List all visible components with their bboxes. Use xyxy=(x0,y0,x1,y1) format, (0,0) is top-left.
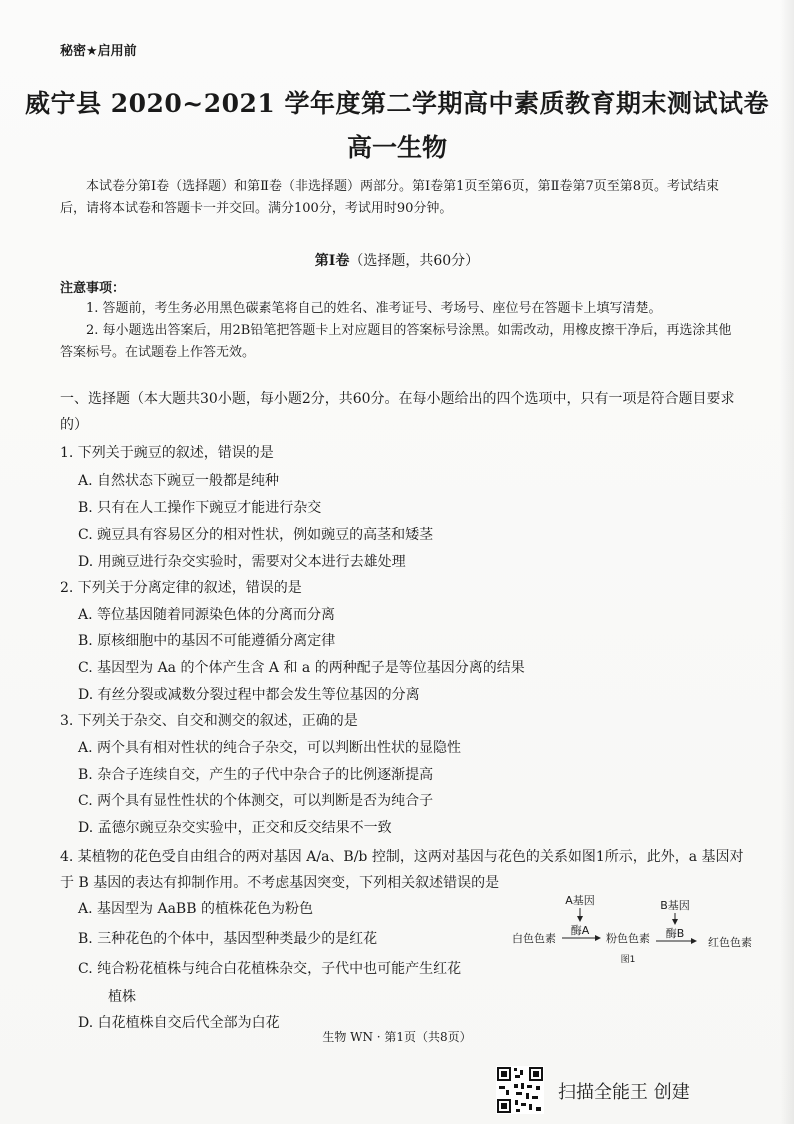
confidential-mark: 秘密★启用前 xyxy=(60,44,137,59)
question-option: A. 基因型为 AaBB 的植株花色为粉色 xyxy=(78,901,313,917)
note-item: 1. 答题前，考生务必用黑色碳素笔将自己的姓名、准考证号、考场号、座位号在答题卡上填写清楚。 xyxy=(86,301,662,316)
gene-a-label: A基因 xyxy=(565,894,595,907)
question-option: C. 纯合粉花植株与纯合白花植株杂交，子代中也可能产生红花 xyxy=(78,961,462,977)
question-option: B. 只有在人工操作下豌豆才能进行杂交 xyxy=(78,500,322,516)
question-stem: 3. 下列关于杂交、自交和测交的叙述，正确的是 xyxy=(60,713,358,729)
question-option: A. 自然状态下豌豆一般都是纯种 xyxy=(78,473,280,489)
question-option: C. 两个具有显性性状的个体测交，可以判断是否为纯合子 xyxy=(78,793,434,809)
exam-intro: 本试卷分第Ⅰ卷（选择题）和第Ⅱ卷（非选择题）两部分。第Ⅰ卷第1页至第6页，第Ⅱ卷第7页至第8页。考试结束后，请将本试卷和答题卡一并交回。满分100分，考试用时90分钟。 xyxy=(60,179,720,216)
question-option: C. 基因型为 Aa 的个体产生含 A 和 a 的两种配子是等位基因分离的结果 xyxy=(78,660,525,676)
question-option: B. 原核细胞中的基因不可能遵循分离定律 xyxy=(78,633,336,649)
note-item: 2. 每小题选出答案后，用2B铅笔把答题卡上对应题目的答案标号涂黑。如需改动，用橡皮擦干净后，再选涂其他答案标号。在试题卷上作答无效。 xyxy=(60,323,732,360)
section-detail: （选择题，共60分） xyxy=(349,253,480,269)
white-pigment-label: 白色色素 xyxy=(512,932,556,945)
qr-code-icon xyxy=(496,1066,544,1114)
question-option: D. 用豌豆进行杂交实验时，需要对父本进行去雄处理 xyxy=(78,554,406,570)
pigment-pathway-figure xyxy=(500,888,770,968)
question-option: B. 杂合子连续自交，产生的子代中杂合子的比例逐渐提高 xyxy=(78,767,434,783)
question-stem: 4. 某植物的花色受自由组合的两对基因 A/a、B/b 控制，这两对基因与花色的关系如图1所示，此外，a 基因对于 B 基因的表达有抑制作用。不考虑基因突变，下列相关叙述错误的是 xyxy=(60,849,744,891)
question-option: B. 三种花色的个体中，基因型种类最少的是红花 xyxy=(78,931,378,947)
question-stem: 1. 下列关于豌豆的叙述，错误的是 xyxy=(60,445,274,461)
question-option: C. 豌豆具有容易区分的相对性状，例如豌豆的高茎和矮茎 xyxy=(78,527,434,543)
enzyme-a-label: 酶A xyxy=(570,924,590,937)
page-edge-shadow xyxy=(780,0,794,1124)
section-name: 第Ⅰ卷 xyxy=(314,253,350,269)
red-pigment-label: 红色色素 xyxy=(708,936,752,949)
question-option: A. 等位基因随着同源染色体的分离而分离 xyxy=(78,607,336,623)
gene-b-label: B基因 xyxy=(660,899,690,912)
question-option: D. 孟德尔豌豆杂交实验中，正交和反交结果不一致 xyxy=(78,820,392,836)
question-stem: 2. 下列关于分离定律的叙述，错误的是 xyxy=(60,580,302,596)
notes-title: 注意事项： xyxy=(60,281,126,296)
exam-subject: 高一生物 xyxy=(346,133,447,162)
question-option: D. 白花植株自交后代全部为白花 xyxy=(78,1015,280,1031)
page-footer: 生物 WN · 第1页（共8页） xyxy=(322,1030,472,1044)
part-title: 一、选择题（本大题共30小题，每小题2分，共60分。在每小题给出的四个选项中，只有一项是符合题目要求的） xyxy=(60,391,735,433)
question-option: A. 两个具有相对性状的纯合子杂交，可以判断出性状的显隐性 xyxy=(78,740,462,756)
figure-caption: 图1 xyxy=(620,955,636,965)
pink-pigment-label: 粉色色素 xyxy=(606,932,650,945)
section-heading xyxy=(0,250,794,270)
question-option: D. 有丝分裂或减数分裂过程中都会发生等位基因的分离 xyxy=(78,687,420,703)
enzyme-b-label: 酶B xyxy=(665,927,685,940)
scanner-watermark: 扫描全能王 创建 xyxy=(558,1082,690,1103)
exam-title: 威宁县 2020~2021 学年度第二学期高中素质教育期末测试试卷 xyxy=(24,89,770,118)
question-option-continued: 植株 xyxy=(108,989,136,1005)
